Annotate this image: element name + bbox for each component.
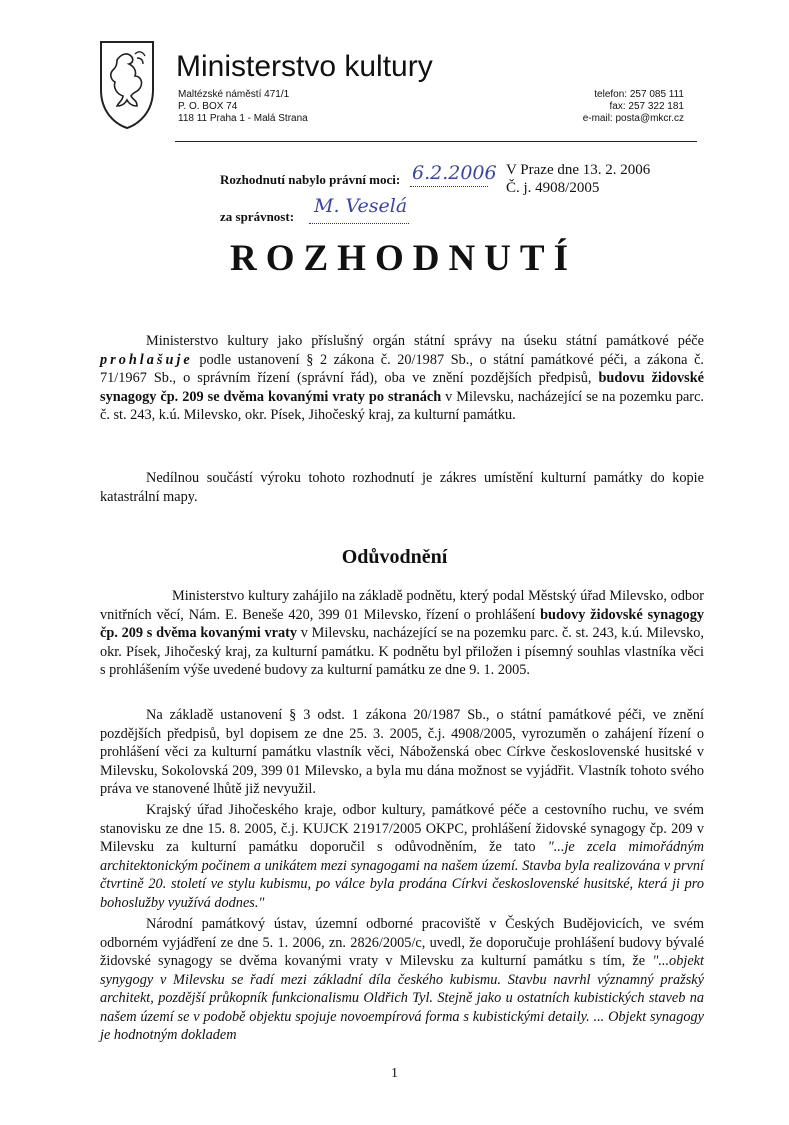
ruling-paragraph-1 xyxy=(100,332,704,425)
document-title: ROZHODNUTÍ xyxy=(230,238,577,279)
header-divider xyxy=(175,141,697,142)
justification-text-2: v Milevsku, nacházející se na pozemku parc. č. st. 243, k.ú. Milevsko, okr. Písek, Jihočeský kraj, za kulturní památku. K podnětu byl přiložen i písemný souhlas vlastníka věci s prohlášením výše uvedené budovy za kulturní památku ze dne 9. 1. 2005. xyxy=(100,625,705,678)
fax-number: fax: 257 322 181 xyxy=(609,101,684,112)
section-heading: Odůvodnění xyxy=(341,546,448,568)
justification-subject: budovy židovské synagogy čp. 209 s dvěma kovanými vraty xyxy=(100,606,704,641)
legal-effect-label: Rozhodnutí nabylo právní moci: xyxy=(220,172,401,187)
ruling-text-1: Ministerstvo kultury jako příslušný orgán státní správy na úseku státní památkové péče xyxy=(146,333,704,349)
ministry-name: Ministerstvo kultury xyxy=(176,50,433,83)
justification-text-3: Krajský úřad Jihočeského kraje, odbor kultury, památkové péče a cestovního ruchu, ve svém stanovisku ze dne 15. 8. 2005, č.j. KUJCK 21917/2005 OKPC, prohlášení židovské synagogy čp. 209 v Milevsku za kulturní památku doporučil s odůvodněním, že tato xyxy=(100,802,704,855)
accuracy-label: za správnost: xyxy=(220,209,295,224)
heritage-institute-quote: "...objekt synygogy v Milevsku se řadí mezi základní díla českého kubismu. Stavbu navrhl významný pražský architekt, pozdější průkopník funkcionalismu Oldřich Tyl. Stejně jako u ostatních kubistických staveb na našem území se v podobě objektu spojuje novoempírová forma s kubistickými detaily. ... Objekt synagogy je hodnotným dokladem xyxy=(100,953,704,1043)
place-and-date: V Praze dne 13. 2. 2006 xyxy=(506,162,651,178)
justification-paragraph-4 xyxy=(100,915,704,1045)
reference-number: Č. j. 4908/2005 xyxy=(506,180,600,196)
ruling-paragraph-2: Nedílnou součástí výroku tohoto rozhodnutí je zákres umístění kulturní památky do kopie katastrální mapy. xyxy=(100,470,704,505)
ruling-subject: budovu židovské synagogy čp. 209 se dvěma kovanými vraty po stranách xyxy=(100,370,704,405)
justification-text-4: Národní památkový ústav, územní odborné pracoviště v Českých Budějovicích, ve svém odborném vyjádření ze dne 5. 1. 2006, zn. 2826/2005/c, uvedl, že doporučuje prohlášení budovy bývalé židovské synagogy se dvěma kovanými vraty v Milevsku za kulturní památku s tím, že xyxy=(100,916,704,969)
ruling-text-2: podle ustanovení § 2 zákona č. 20/1987 Sb., o státní památkové péči, a zákona č. 71/1967 Sb., o správním řízení (správní řád), oba ve znění pozdějších předpisů, xyxy=(100,351,704,386)
address-line-2: P. O. BOX 74 xyxy=(178,101,238,112)
email-address: e-mail: posta@mkcr.cz xyxy=(582,113,684,124)
regional-office-quote: "...je zcela mimořádným architektonickým počinem a unikátem mezi synagogami na našem území. Stavba byla realizována v první čtvrtině 20. století ve stylu kubismu, po válce byla prodána Církvi československé husitské, která ji pro bohoslužby využívá dodnes." xyxy=(100,839,704,911)
justification-paragraph-3 xyxy=(100,801,704,912)
page-number: 1 xyxy=(391,1066,398,1081)
address-line-1: Maltézské náměstí 471/1 xyxy=(178,89,290,100)
justification-paragraph-2: Na základě ustanovení § 3 odst. 1 zákona 20/1987 Sb., o státní památkové péči, ve znění pozdějších předpisů, byl dopisem ze dne 25. 3. 2005, č.j. 4908/2005, vyrozuměn o zahájení řízení o prohlášení věci za kulturní památku vlastník věci, Náboženská obec Církve československé husitské v Milevsku, Sokolovská 209, 399 01 Milevsko, a byla mu dána možnost se vyjádřit. Vlastník tohoto svého práva ve stanovené lhůtě již nevyužil. xyxy=(100,707,704,797)
phone-number: telefon: 257 085 111 xyxy=(594,89,684,100)
legal-effect-date: 6.2.2006 xyxy=(412,162,497,184)
address-line-3: 118 11 Praha 1 - Malá Strana xyxy=(178,113,308,124)
accuracy-signature: M. Veselá xyxy=(314,195,408,217)
justification-paragraph-1 xyxy=(100,587,704,680)
justification-text-1: Ministerstvo kultury zahájilo na základě podnětu, který podal Městský úřad Milevsko, odbor vnitřních věcí, Nám. E. Beneše 420, 399 01 Milevsko, řízení o prohlášení xyxy=(100,588,704,623)
declares-word: prohlašuje xyxy=(100,351,193,368)
ruling-text-3: v Milevsku, nacházející se na pozemku parc. č. st. 243, k.ú. Milevsko, okr. Písek, Jihočeský kraj, za kulturní památku. xyxy=(100,388,704,423)
czech-lion-crest-icon xyxy=(97,38,157,130)
